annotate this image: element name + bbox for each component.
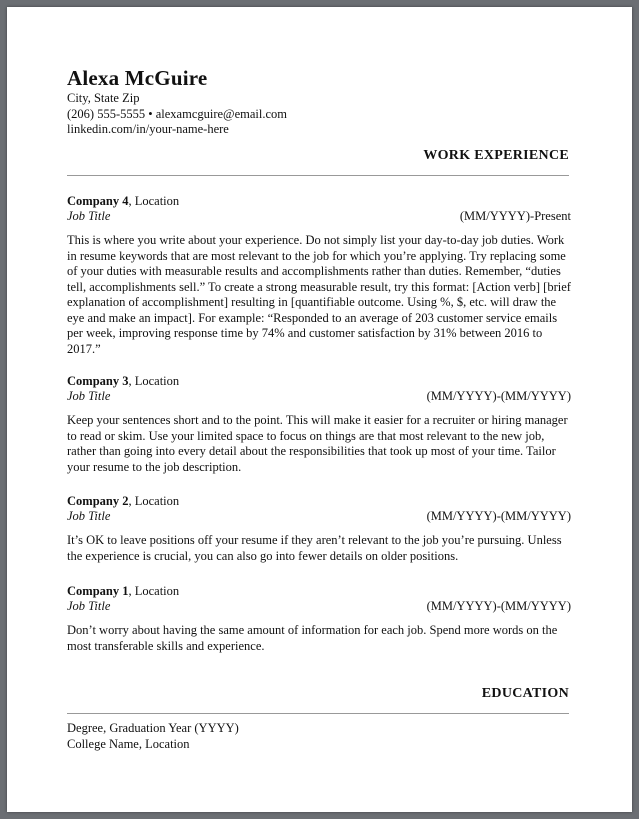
education-heading: EDUCATION: [481, 686, 569, 701]
job-title: Job Title: [67, 509, 111, 523]
job-description: Don’t worry about having the same amount of information for each job. Spend more words on the most transferable skills and experience.: [67, 623, 558, 653]
education-divider: [67, 713, 569, 714]
job-dates: (MM/YYYY)-Present: [459, 209, 571, 223]
candidate-name: Alexa McGuire: [67, 66, 208, 90]
job-entry: [67, 494, 571, 564]
company-name: Company 1: [67, 584, 129, 598]
linkedin-line: linkedin.com/in/your-name-here: [67, 122, 229, 136]
work-experience-heading: WORK EXPERIENCE: [423, 148, 569, 163]
job-dates: (MM/YYYY)-(MM/YYYY): [426, 599, 571, 613]
work-experience-divider: [67, 175, 569, 176]
job-title: Job Title: [67, 599, 111, 613]
job-description: Keep your sentences short and to the point. This will make it easier for a recruiter or hiring manager to read or skim. Use your limited space to focus on things are that most relevant to the new job, rather than going into every detail about the responsibilities that took up most of your time. Tailor your resume to the job description.: [67, 413, 568, 474]
company-name: Company 3: [67, 374, 129, 388]
company-name: Company 2: [67, 494, 129, 508]
contact-block: [67, 91, 287, 138]
job-entry: [67, 194, 571, 357]
job-title: Job Title: [67, 389, 111, 403]
job-entry: [67, 584, 571, 654]
job-company-line: [67, 494, 571, 509]
company-location: , Location: [128, 494, 180, 508]
job-title-row: [67, 209, 571, 224]
company-location: , Location: [128, 374, 180, 388]
job-title-row: [67, 509, 571, 524]
job-description: This is where you write about your experience. Do not simply list your day-to-day job duties. Work in resume keywords that are most relevant to the job for which you’re applying. Try replacing some of your duties with measurable results and accomplishments rather than duties. Remember, “duties tell, accomplishments sell.” To create a strong measurable result, try this format: [Action verb] [brief explanation of accomplishment] resulting in [quantifiable outcome. Using %, $, etc. will draw the eye and make an impact]. For example: “Responded to an average of 203 customer service emails per week, improving response time by 74% and customer satisfaction by 31% between 2016 to 2017.”: [67, 233, 571, 356]
company-location: , Location: [128, 584, 180, 598]
job-title-row: [67, 599, 571, 614]
job-entry: [67, 374, 571, 475]
job-dates: (MM/YYYY)-(MM/YYYY): [426, 509, 571, 523]
job-company-line: [67, 374, 571, 389]
resume-page: [7, 7, 632, 812]
job-company-line: [67, 584, 571, 599]
job-title-row: [67, 389, 571, 404]
phone-email-line: (206) 555-5555 • alexamcguire@email.com: [67, 106, 287, 121]
address-line: City, State Zip: [67, 91, 140, 105]
job-company-line: [67, 194, 571, 209]
job-dates: (MM/YYYY)-(MM/YYYY): [426, 389, 571, 403]
company-name: Company 4: [67, 194, 129, 208]
job-title: Job Title: [67, 209, 111, 223]
degree-line: Degree, Graduation Year (YYYY): [67, 721, 239, 735]
college-line: College Name, Location: [67, 736, 190, 751]
job-description: It’s OK to leave positions off your resume if they aren’t relevant to the job you’re pursuing. Unless the experience is crucial, you can also go into fewer details on older positions.: [67, 533, 562, 563]
education-block: [67, 721, 239, 752]
company-location: , Location: [128, 194, 180, 208]
